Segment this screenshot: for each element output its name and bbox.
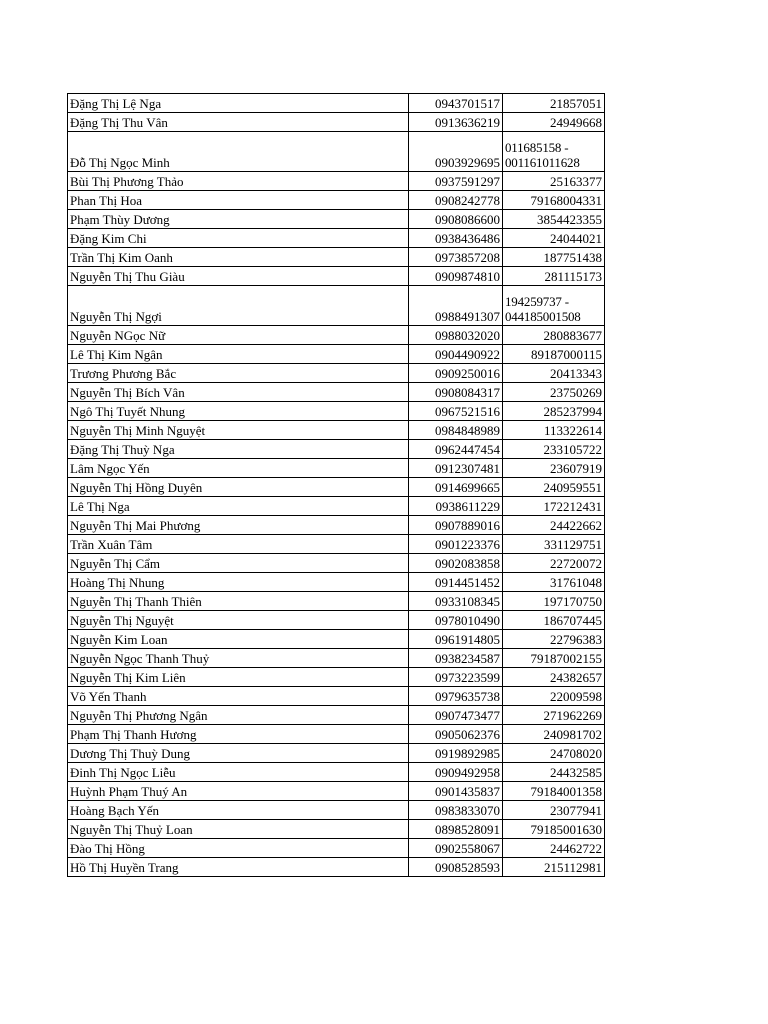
id-cell[interactable]: 280883677 — [503, 326, 605, 345]
phone-cell[interactable]: 0912307481 — [409, 459, 503, 478]
phone-cell[interactable]: 0908242778 — [409, 191, 503, 210]
phone-cell[interactable]: 0909492958 — [409, 763, 503, 782]
name-cell[interactable]: Lâm Ngọc Yến — [68, 459, 409, 478]
table-row — [68, 113, 605, 132]
id-cell[interactable]: 31761048 — [503, 573, 605, 592]
id-cell[interactable]: 233105722 — [503, 440, 605, 459]
table-row — [68, 364, 605, 383]
name-cell[interactable]: Nguyễn Thị Minh Nguyệt — [68, 421, 409, 440]
name-cell[interactable]: Trần Xuân Tâm — [68, 535, 409, 554]
contact-table — [67, 93, 605, 877]
phone-cell[interactable]: 0933108345 — [409, 592, 503, 611]
table-row — [68, 630, 605, 649]
phone-cell[interactable]: 0978010490 — [409, 611, 503, 630]
id-cell[interactable]: 271962269 — [503, 706, 605, 725]
id-cell[interactable]: 187751438 — [503, 248, 605, 267]
name-cell[interactable]: Đặng Thị Thu Vân — [68, 113, 409, 132]
name-cell[interactable]: Nguyễn Thị Phương Ngân — [68, 706, 409, 725]
name-cell[interactable]: Nguyễn Kim Loan — [68, 630, 409, 649]
name-cell[interactable]: Bùi Thị Phương Thảo — [68, 172, 409, 191]
name-cell[interactable]: Lê Thị Kim Ngân — [68, 345, 409, 364]
table-row — [68, 248, 605, 267]
contact-table-body — [68, 94, 605, 877]
name-cell[interactable]: Nguyễn Thị Hồng Duyên — [68, 478, 409, 497]
table-row — [68, 763, 605, 782]
name-cell[interactable]: Nguyễn Thị Thu Giàu — [68, 267, 409, 286]
table-row — [68, 858, 605, 877]
id-cell[interactable]: 24462722 — [503, 839, 605, 858]
phone-cell[interactable]: 0938611229 — [409, 497, 503, 516]
table-row — [68, 820, 605, 839]
name-cell[interactable]: Đinh Thị Ngọc Liễu — [68, 763, 409, 782]
phone-cell[interactable]: 0979635738 — [409, 687, 503, 706]
name-cell[interactable]: Huỳnh Phạm Thuý An — [68, 782, 409, 801]
id-cell[interactable]: 21857051 — [503, 94, 605, 113]
name-cell[interactable]: Đào Thị Hồng — [68, 839, 409, 858]
phone-cell[interactable]: 0905062376 — [409, 725, 503, 744]
table-row — [68, 668, 605, 687]
name-cell[interactable]: Hồ Thị Huyền Trang — [68, 858, 409, 877]
name-cell[interactable]: Nguyễn Thị Nguyệt — [68, 611, 409, 630]
table-row — [68, 611, 605, 630]
phone-cell[interactable]: 0902083858 — [409, 554, 503, 573]
phone-cell[interactable]: 0902558067 — [409, 839, 503, 858]
table-row — [68, 345, 605, 364]
table-row — [68, 421, 605, 440]
name-cell[interactable]: Trương Phương Bắc — [68, 364, 409, 383]
name-cell[interactable]: Nguyễn Thị Kim Liên — [68, 668, 409, 687]
table-row — [68, 801, 605, 820]
phone-cell[interactable]: 0901223376 — [409, 535, 503, 554]
id-cell[interactable]: 23077941 — [503, 801, 605, 820]
name-cell[interactable]: Lê Thị Nga — [68, 497, 409, 516]
table-row — [68, 172, 605, 191]
table-row — [68, 191, 605, 210]
table-row — [68, 94, 605, 113]
table-row — [68, 573, 605, 592]
table-row — [68, 478, 605, 497]
phone-cell[interactable]: 0914699665 — [409, 478, 503, 497]
name-cell[interactable]: Phạm Thị Thanh Hương — [68, 725, 409, 744]
name-cell[interactable]: Đặng Thị Thuỳ Nga — [68, 440, 409, 459]
id-cell[interactable]: 3854423355 — [503, 210, 605, 229]
phone-cell[interactable]: 0961914805 — [409, 630, 503, 649]
phone-cell[interactable]: 0988491307 — [409, 286, 503, 326]
name-cell[interactable]: Hoàng Bạch Yến — [68, 801, 409, 820]
table-row — [68, 459, 605, 478]
name-cell[interactable]: Nguyễn Ngọc Thanh Thuỷ — [68, 649, 409, 668]
id-cell[interactable]: 79185001630 — [503, 820, 605, 839]
table-row — [68, 782, 605, 801]
name-cell[interactable]: Nguyễn Thị Bích Vân — [68, 383, 409, 402]
name-cell[interactable]: Phan Thị Hoa — [68, 191, 409, 210]
id-cell[interactable]: 22009598 — [503, 687, 605, 706]
phone-cell[interactable]: 0908528593 — [409, 858, 503, 877]
id-cell[interactable]: 113322614 — [503, 421, 605, 440]
id-cell[interactable]: 186707445 — [503, 611, 605, 630]
table-row — [68, 497, 605, 516]
table-row — [68, 286, 605, 326]
id-cell[interactable]: 79184001358 — [503, 782, 605, 801]
phone-cell[interactable]: 0907889016 — [409, 516, 503, 535]
id-cell[interactable]: 22720072 — [503, 554, 605, 573]
phone-cell[interactable]: 0938436486 — [409, 229, 503, 248]
id-cell[interactable]: 20413343 — [503, 364, 605, 383]
phone-cell[interactable]: 0908086600 — [409, 210, 503, 229]
table-row — [68, 554, 605, 573]
id-cell[interactable]: 011685158 - 001161011628 — [503, 132, 605, 172]
phone-cell[interactable]: 0962447454 — [409, 440, 503, 459]
id-cell[interactable]: 79187002155 — [503, 649, 605, 668]
table-row — [68, 267, 605, 286]
phone-cell[interactable]: 0967521516 — [409, 402, 503, 421]
name-cell[interactable]: Đặng Kim Chi — [68, 229, 409, 248]
name-cell[interactable]: Hoàng Thị Nhung — [68, 573, 409, 592]
table-row — [68, 687, 605, 706]
name-cell[interactable]: Nguyễn Thị Thanh Thiên — [68, 592, 409, 611]
name-cell[interactable]: Võ Yến Thanh — [68, 687, 409, 706]
name-cell[interactable]: Nguyễn Thị Mai Phương — [68, 516, 409, 535]
id-cell[interactable]: 197170750 — [503, 592, 605, 611]
phone-cell[interactable]: 0938234587 — [409, 649, 503, 668]
phone-cell[interactable]: 0919892985 — [409, 744, 503, 763]
table-row — [68, 326, 605, 345]
phone-cell[interactable]: 0984848989 — [409, 421, 503, 440]
table-row — [68, 839, 605, 858]
phone-cell[interactable]: 0973223599 — [409, 668, 503, 687]
name-cell[interactable]: Trần Thị Kim Oanh — [68, 248, 409, 267]
phone-cell[interactable]: 0909250016 — [409, 364, 503, 383]
id-cell[interactable]: 215112981 — [503, 858, 605, 877]
phone-cell[interactable]: 0937591297 — [409, 172, 503, 191]
table-row — [68, 383, 605, 402]
table-row — [68, 725, 605, 744]
id-cell[interactable]: 24422662 — [503, 516, 605, 535]
id-cell[interactable]: 240981702 — [503, 725, 605, 744]
id-cell[interactable]: 23607919 — [503, 459, 605, 478]
table-row — [68, 132, 605, 172]
name-cell[interactable]: Nguyễn Thị Ngợi — [68, 286, 409, 326]
table-row — [68, 440, 605, 459]
name-cell[interactable]: Phạm Thùy Dương — [68, 210, 409, 229]
id-cell[interactable]: 24044021 — [503, 229, 605, 248]
id-cell[interactable]: 240959551 — [503, 478, 605, 497]
id-cell[interactable]: 194259737 - 044185001508 — [503, 286, 605, 326]
phone-cell[interactable]: 0914451452 — [409, 573, 503, 592]
id-cell[interactable]: 22796383 — [503, 630, 605, 649]
phone-cell[interactable]: 0988032020 — [409, 326, 503, 345]
id-cell[interactable]: 25163377 — [503, 172, 605, 191]
name-cell[interactable]: Ngô Thị Tuyết Nhung — [68, 402, 409, 421]
name-cell[interactable]: Nguyễn Thị Thuỷ Loan — [68, 820, 409, 839]
id-cell[interactable]: 23750269 — [503, 383, 605, 402]
id-cell[interactable]: 89187000115 — [503, 345, 605, 364]
id-cell[interactable]: 24432585 — [503, 763, 605, 782]
id-cell[interactable]: 285237994 — [503, 402, 605, 421]
phone-cell[interactable]: 0908084317 — [409, 383, 503, 402]
table-row — [68, 516, 605, 535]
phone-cell[interactable]: 0909874810 — [409, 267, 503, 286]
phone-cell[interactable]: 0913636219 — [409, 113, 503, 132]
table-row — [68, 210, 605, 229]
table-row — [68, 592, 605, 611]
table-row — [68, 402, 605, 421]
phone-cell[interactable]: 0943701517 — [409, 94, 503, 113]
name-cell[interactable]: Nguyễn NGọc Nữ — [68, 326, 409, 345]
phone-cell[interactable]: 0903929695 — [409, 132, 503, 172]
phone-cell[interactable]: 0983833070 — [409, 801, 503, 820]
phone-cell[interactable]: 0898528091 — [409, 820, 503, 839]
id-cell[interactable]: 24708020 — [503, 744, 605, 763]
table-row — [68, 744, 605, 763]
id-cell[interactable]: 24949668 — [503, 113, 605, 132]
table-row — [68, 535, 605, 554]
id-cell[interactable]: 172212431 — [503, 497, 605, 516]
name-cell[interactable]: Nguyễn Thị Cẩm — [68, 554, 409, 573]
name-cell[interactable]: Đỗ Thị Ngọc Minh — [68, 132, 409, 172]
id-cell[interactable]: 281115173 — [503, 267, 605, 286]
name-cell[interactable]: Đặng Thị Lệ Nga — [68, 94, 409, 113]
phone-cell[interactable]: 0907473477 — [409, 706, 503, 725]
table-row — [68, 229, 605, 248]
id-cell[interactable]: 331129751 — [503, 535, 605, 554]
phone-cell[interactable]: 0901435837 — [409, 782, 503, 801]
table-row — [68, 649, 605, 668]
table-row — [68, 706, 605, 725]
phone-cell[interactable]: 0904490922 — [409, 345, 503, 364]
id-cell[interactable]: 24382657 — [503, 668, 605, 687]
id-cell[interactable]: 79168004331 — [503, 191, 605, 210]
name-cell[interactable]: Dương Thị Thuỳ Dung — [68, 744, 409, 763]
phone-cell[interactable]: 0973857208 — [409, 248, 503, 267]
